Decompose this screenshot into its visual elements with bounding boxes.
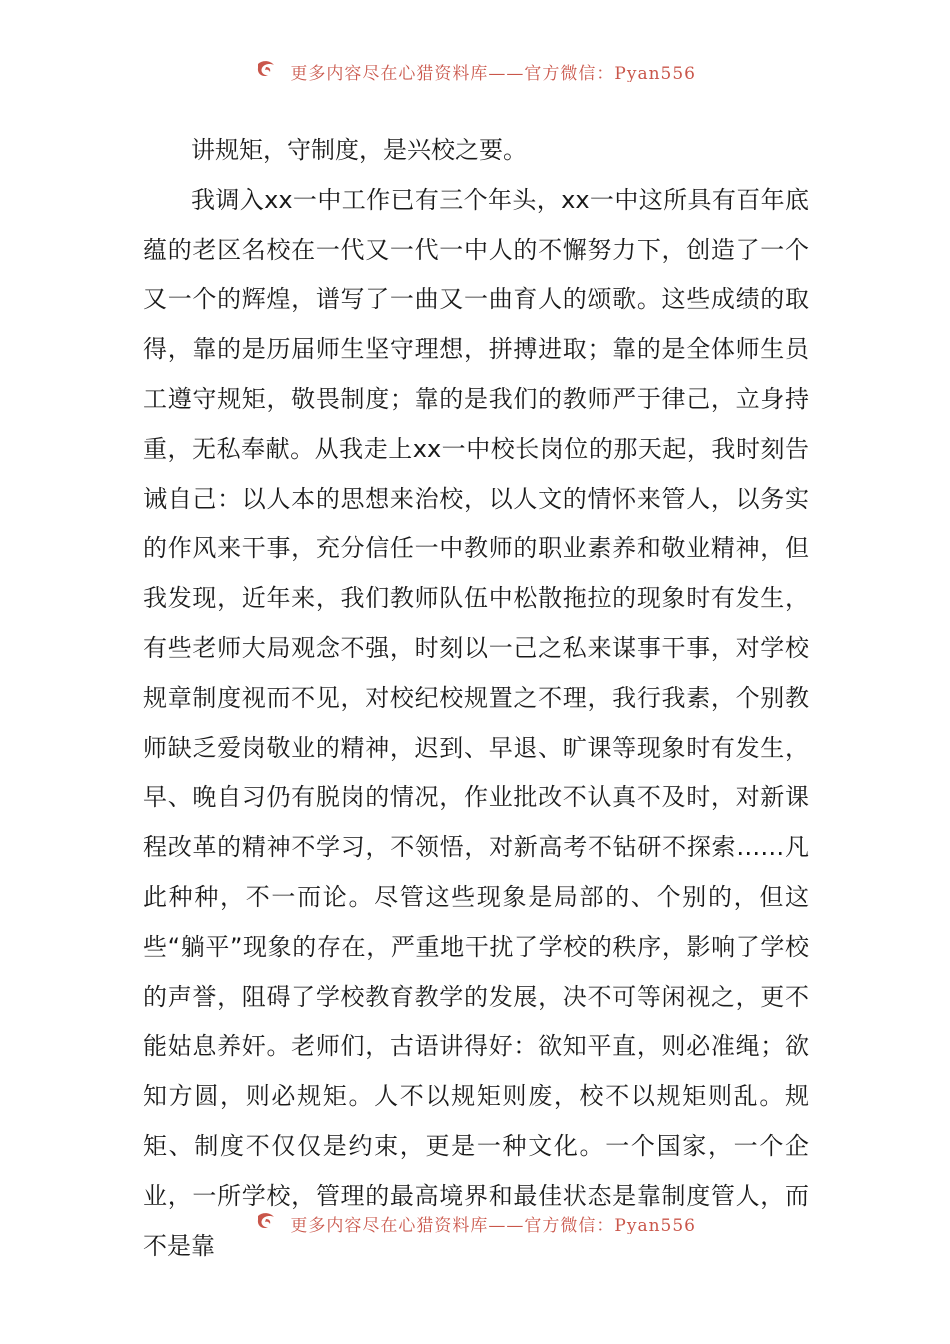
watermark-text: 更多内容尽在心猎资料库——官方微信：Pyan556 — [290, 64, 696, 82]
paragraph-2: 我调入xx一中工作已有三个年头，xx一中这所具有百年底蕴的老区名校在一代又一代一中人的不懈努力下，创造了一个又一个的辉煌，谱写了一曲又一曲育人的颂歌。这些成绩的取得，靠的是历届师生坚守理想，拼搏进取；靠的是全体师生员工遵守规矩，敬畏制度；靠的是我们的教师严于律己，立身持重，无私奉献。从我走上xx一中校长岗位的那天起，我时刻告诫自己：以人本的思想来治校，以人文的情怀来管人，以务实的作风来干事，充分信任一中教师的职业素养和敬业精神，但我发现，近年来，我们教师队伍中松散拖拉的现象时有发生，有些老师大局观念不强，时刻以一己之私来谋事干事，对学校规章制度视而不见，对校纪校规置之不理，我行我素，个别教师缺乏爱岗敬业的精神，迟到、早退、旷课等现象时有发生，早、晚自习仍有脱岗的情况，作业批改不认真不及时，对新课程改革的精神不学习，不领悟，对新高考不钻研不探索……凡此种种，不一而论。尽管这些现象是局部的、个别的，但这些“躺平”现象的存在，严重地干扰了学校的秩序，影响了学校的声誉，阻碍了学校教育教学的发展，决不可等闲视之，更不能姑息养奸。老师们，古语讲得好：欲知平直，则必准绳；欲知方圆，则必规矩。人不以规矩则废，校不以规矩则乱。规矩、制度不仅仅是约束，更是一种文化。一个国家，一个企业，一所学校，管理的最高境界和最佳状态是靠制度管人，而不是靠 — [143, 185, 809, 1260]
paragraph-1: 讲规矩，守制度，是兴校之要。 — [191, 136, 527, 164]
watermark-text: 更多内容尽在心猎资料库——官方微信：Pyan556 — [290, 1216, 696, 1234]
header-watermark — [0, 58, 950, 82]
footer-watermark — [0, 1210, 950, 1234]
logo-icon — [254, 58, 278, 82]
logo-icon — [254, 1210, 278, 1234]
document-body — [143, 126, 809, 1271]
